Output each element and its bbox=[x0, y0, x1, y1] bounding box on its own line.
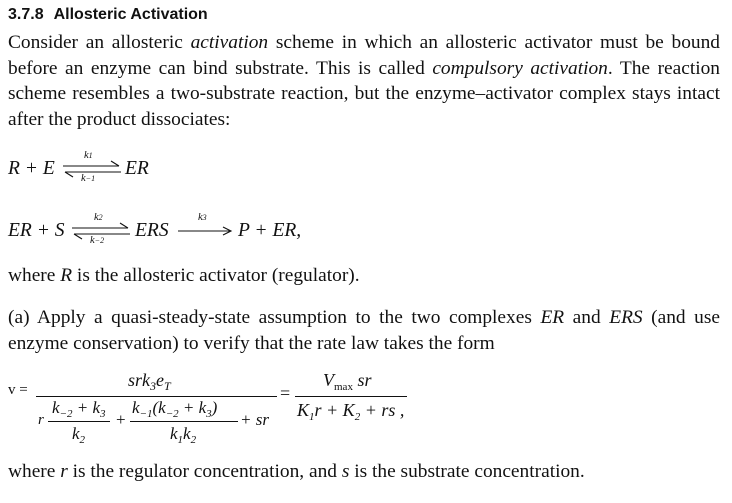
reaction-2-middle bbox=[135, 220, 169, 242]
intro-paragraph bbox=[8, 30, 720, 132]
k-minus-1-label: k−1 bbox=[81, 173, 96, 184]
frac1-numerator: $k_{-2} + k_3$ bbox=[52, 398, 106, 420]
rhs-numerator: $V_{max}$ sr bbox=[323, 370, 372, 393]
rate-den-r: r bbox=[38, 412, 44, 428]
k3-label: k3 bbox=[198, 212, 207, 223]
intro-text-3: . The reaction scheme resembles a two-substrate reaction, but the enzyme–activator complex stays intact after the product dissociates: bbox=[8, 57, 721, 130]
reaction-2-equilibrium-arrow bbox=[70, 212, 132, 252]
rate-numerator: $srk_3e_T$ bbox=[128, 370, 171, 393]
rhs-fraction-bar bbox=[295, 396, 407, 397]
where-concentration-sentence: where r is the regulator concentration, and s is the substrate concentration. bbox=[8, 461, 585, 482]
reaction-2-forward-arrow bbox=[176, 212, 236, 242]
reaction-1-equilibrium-arrow bbox=[61, 150, 123, 190]
part-a-paragraph: (a) Apply a quasi-steady-state assumption to the two complexes ER and ERS (and use enzyme conservation) to verify that the rate law takes the form bbox=[8, 307, 720, 354]
frac2-bar bbox=[130, 421, 238, 422]
frac1-bar bbox=[48, 421, 110, 422]
k2-label: k2 bbox=[94, 212, 103, 223]
section-title: Allosteric Activation bbox=[53, 6, 208, 23]
k1-label: k1 bbox=[84, 150, 93, 161]
reaction-2-right bbox=[238, 220, 301, 242]
intro-text-1: Consider an allosteric bbox=[8, 32, 191, 53]
rhs-denominator: $K_1r + K_2$ + rs , bbox=[297, 400, 405, 423]
reaction-1-left bbox=[8, 158, 55, 180]
intro-activation-word: activation bbox=[190, 32, 269, 53]
section-number: 3.7.8 bbox=[8, 6, 44, 23]
where-regulator-sentence: where R is the allosteric activator (regulator). bbox=[8, 265, 360, 286]
rate-v-label: v = bbox=[8, 382, 28, 398]
rate-main-fraction-bar bbox=[36, 396, 277, 397]
reaction-1-right bbox=[125, 158, 149, 180]
frac2-numerator: $k_{-1}(k_{-2} + k_3)$ bbox=[132, 398, 218, 420]
rate-equals: = bbox=[280, 383, 291, 403]
rate-den-plus: + bbox=[116, 410, 126, 429]
frac1-denominator: $k_2$ bbox=[72, 424, 86, 446]
reaction-2-complex: ERS bbox=[135, 220, 169, 241]
k-minus-2-label: k−2 bbox=[90, 235, 105, 246]
intro-text-2: scheme in which an allosteric activator must be bound before an enzyme can bind substrate. This is called bbox=[8, 32, 720, 79]
reaction-1-reactants: R + E bbox=[8, 158, 55, 179]
reaction-2-products: P + ER, bbox=[238, 220, 302, 241]
section-heading bbox=[8, 6, 208, 24]
frac2-denominator: $k_1k_2$ bbox=[170, 424, 197, 446]
reaction-2-left bbox=[8, 220, 64, 242]
intro-compulsory-phrase: compulsory activation bbox=[432, 57, 608, 79]
rate-den-plus-sr: + sr bbox=[240, 410, 269, 429]
reaction-2-reactants: ER + S bbox=[8, 220, 65, 241]
reaction-1-product: ER bbox=[125, 158, 149, 179]
